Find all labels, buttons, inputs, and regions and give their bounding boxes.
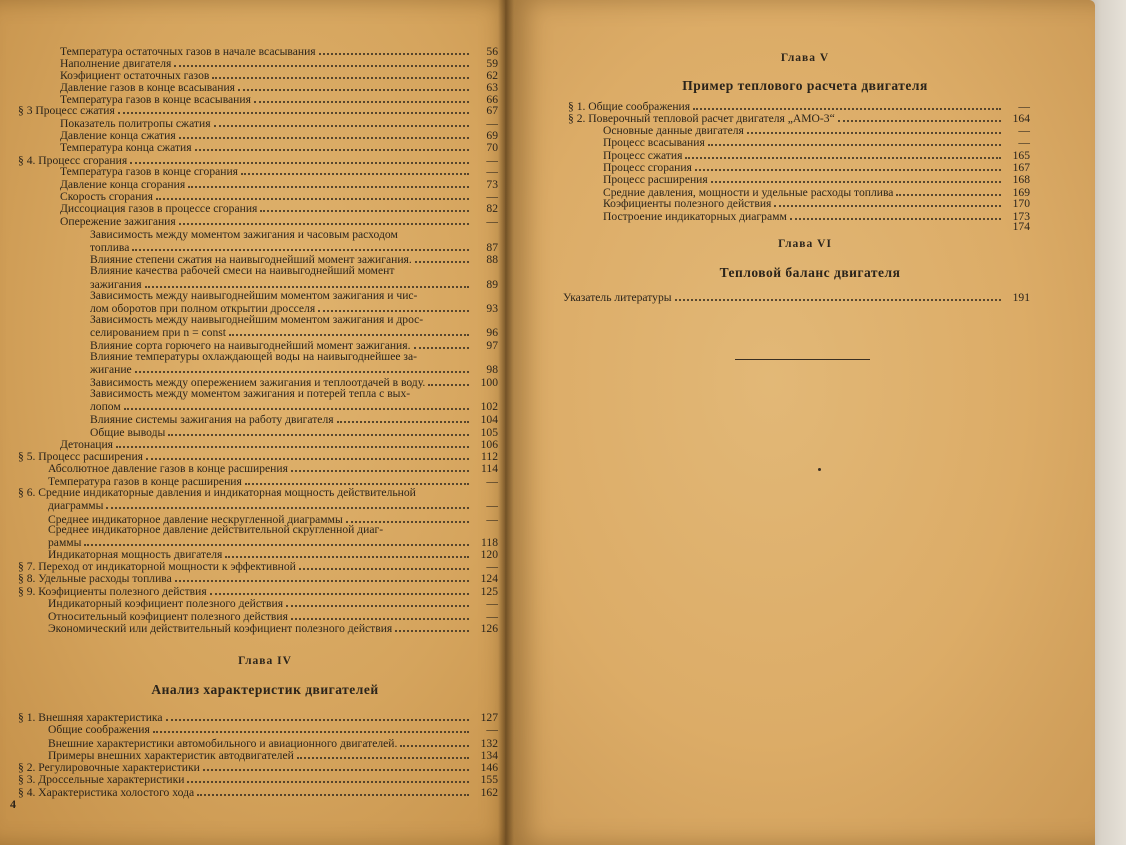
- toc-entry-page: 87: [486, 241, 498, 254]
- toc-entry-page: 63: [486, 81, 498, 94]
- toc-entry-text: Внешние характеристики автомобильного и авиационного двигателей.: [48, 737, 398, 750]
- toc-entry-text: § 4. Процесс сгорания: [18, 154, 128, 167]
- toc-entry-text: Влияние качества рабочей смеси на наивыгоднейший момент: [90, 264, 395, 277]
- toc-entry-text: § 8. Удельные расходы топлива: [18, 572, 172, 585]
- leader-dots: [747, 123, 1001, 134]
- toc-entry-page: 146: [480, 761, 498, 774]
- toc-entry-text: Температура остаточных газов в начале всасывания: [60, 45, 316, 58]
- toc-entry-page: 162: [480, 786, 498, 799]
- leader-dots: [106, 498, 469, 509]
- toc-entry-page: 96: [486, 326, 498, 339]
- toc-entry-text: Скорость сгорания: [60, 190, 153, 203]
- toc-entry-text: § 5. Процесс расширения: [18, 450, 143, 463]
- leader-dots: [146, 449, 469, 460]
- leader-dots: [413, 388, 469, 397]
- leader-dots: [415, 252, 469, 263]
- toc-entry-text: жигание: [90, 363, 132, 376]
- leader-dots: [319, 44, 469, 55]
- toc-entry-text: § 2. Поверочный тепловой расчет двигателя „АМО-3“: [568, 112, 835, 125]
- chapter-6-label: Глава VI: [778, 238, 832, 250]
- book-gutter: [498, 0, 514, 845]
- toc-entry-text: Процесс сжатия: [603, 149, 683, 162]
- leader-dots: [400, 736, 469, 747]
- leader-dots: [419, 487, 469, 496]
- toc-entry-text: Температура газов в конце расширения: [48, 475, 242, 488]
- toc-entry-text: Общие выводы: [90, 426, 166, 439]
- leader-dots: [401, 229, 469, 238]
- toc-entry-text: Опережение зажигания: [60, 215, 176, 228]
- toc-entry: [48, 498, 498, 512]
- chapter-4-title: Анализ характеристик двигателей: [151, 682, 379, 697]
- toc-entry-text: Диссоциация газов в процессе сгорания: [60, 202, 258, 215]
- toc-entry-text: Детонация: [60, 438, 113, 451]
- section-divider: [735, 359, 870, 360]
- toc-entry-page: —: [486, 560, 498, 573]
- toc-entry-text: Относительный коэфициент полезного действия: [48, 610, 288, 623]
- toc-entry: [60, 140, 498, 154]
- toc-entry-page: 124: [480, 572, 498, 585]
- toc-entry: [60, 214, 498, 228]
- toc-entry-page: 88: [486, 253, 498, 266]
- toc-entry-text: Примеры внешних характеристик автодвигателей: [48, 749, 294, 762]
- leader-dots: [212, 68, 469, 79]
- toc-entry-text: § 1. Внешняя характеристика: [18, 711, 163, 724]
- toc-entry-page: 120: [480, 548, 498, 561]
- page-number: 4: [10, 797, 16, 811]
- toc-entry-text: § 1. Общие соображения: [568, 100, 691, 113]
- toc-entry: [48, 621, 498, 635]
- toc-entry-page: —: [486, 513, 498, 526]
- toc-entry-text: Построение индикаторных диаграмм: [603, 210, 787, 223]
- toc-entry-text: Влияние степени сжатия на наивыгоднейший момент зажигания.: [90, 253, 412, 266]
- toc-entry-text: Индикаторный коэфициент полезного действия: [48, 597, 284, 610]
- leader-dots: [395, 621, 469, 632]
- toc-entry-text: Температура конца сжатия: [60, 141, 192, 154]
- toc-entry: [603, 196, 1030, 210]
- toc-entry-page: 105: [480, 426, 498, 439]
- toc-entry-page: 168: [1012, 173, 1030, 186]
- leader-dots: [166, 710, 469, 721]
- toc-entry-text: Абсолютное давление газов в конце расширения: [48, 462, 288, 475]
- toc-entry-text: Температура газов в конце всасывания: [60, 93, 251, 106]
- toc-entry-text: Зависимость между моментом зажигания и потерей тепла с вых-: [90, 387, 411, 400]
- leader-dots: [135, 362, 469, 373]
- toc-entry-text: Давление конца сжатия: [60, 129, 176, 142]
- leader-dots: [428, 375, 469, 386]
- toc-entry: [603, 220, 1030, 234]
- leader-dots: [708, 135, 1001, 146]
- leader-dots: [896, 185, 1001, 196]
- toc-entry-text: Наполнение двигателя: [60, 57, 172, 70]
- toc-entry-text: зажигания: [90, 278, 142, 291]
- toc-entry-page: —: [486, 154, 498, 167]
- toc-entry-text: § 4. Характеристика холостого хода: [18, 786, 195, 799]
- toc-entry: [18, 772, 498, 786]
- leader-dots: [124, 399, 469, 410]
- leader-dots: [175, 571, 469, 582]
- toc-entry-text: Показатель политропы сжатия: [60, 117, 211, 130]
- leader-dots: [195, 140, 469, 151]
- toc-entry-text: Средние давления, мощности и удельные расходы топлива: [603, 186, 894, 199]
- toc-entry: [60, 201, 498, 215]
- leader-dots: [84, 535, 469, 546]
- leader-dots: [318, 301, 469, 312]
- toc-entry-text: Зависимость между опережением зажигания и теплоотдачей в воду.: [90, 376, 426, 389]
- toc-entry-text: Индикаторная мощность двигателя: [48, 548, 223, 561]
- leader-dots: [420, 290, 469, 299]
- toc-entry-page: 169: [1012, 186, 1030, 199]
- toc-entry-page: —: [486, 475, 498, 488]
- toc-entry: [90, 412, 498, 426]
- leader-dots: [197, 785, 469, 796]
- toc-entry-page: —: [486, 610, 498, 623]
- toc-entry-page: 167: [1012, 161, 1030, 174]
- toc-entry-page: 93: [486, 302, 498, 315]
- leader-dots: [188, 177, 469, 188]
- leader-dots: [210, 584, 469, 595]
- toc-entry-page: —: [486, 190, 498, 203]
- toc-entry-page: 102: [480, 400, 498, 413]
- toc-entry-page: 66: [486, 93, 498, 106]
- toc-entry-text: Давление конца сгорания: [60, 178, 186, 191]
- toc-entry-page: 114: [481, 462, 498, 475]
- toc-entry-text: Давление газов в конце всасывания: [60, 81, 235, 94]
- toc-entry-page: 82: [486, 202, 498, 215]
- toc-entry-page: 164: [1012, 112, 1030, 125]
- leader-dots: [153, 722, 469, 733]
- toc-entry-text: лопом: [90, 400, 121, 413]
- toc-entry-page: 126: [480, 622, 498, 635]
- leader-dots: [254, 92, 469, 103]
- toc-entry-page: 59: [486, 57, 498, 70]
- toc-entry-page: 125: [480, 585, 498, 598]
- leader-dots: [337, 412, 469, 423]
- leader-dots: [229, 325, 469, 336]
- leader-dots: [299, 559, 469, 570]
- leader-dots: [675, 290, 1001, 301]
- toc-entry-text: Зависимость между наивыгоднейшим моментом зажигания и дрос-: [90, 313, 424, 326]
- toc-entry-text: Влияние температуры охлаждающей воды на наивыгоднейшее за-: [90, 350, 417, 363]
- toc-entry: [90, 399, 498, 413]
- toc-entry-page: 56: [486, 45, 498, 58]
- toc-entry-page: 173: [1012, 210, 1030, 223]
- toc-entry-text: Зависимость между моментом зажигания и часовым расходом: [90, 228, 398, 241]
- leader-dots: [838, 111, 1001, 122]
- toc-entry: [90, 362, 498, 376]
- toc-entry-page: 70: [486, 141, 498, 154]
- toc-entry-text: Экономический или действительный коэфициент полезного действия: [48, 622, 393, 635]
- leader-dots: [238, 80, 469, 91]
- leader-dots: [241, 164, 469, 175]
- leader-dots: [711, 172, 1001, 183]
- toc-entry-page: 97: [486, 339, 498, 352]
- leader-dots: [145, 277, 469, 288]
- leader-dots: [346, 512, 469, 523]
- toc-entry-page: 67: [486, 104, 498, 117]
- toc-entry-page: 127: [480, 711, 498, 724]
- leader-dots: [260, 201, 469, 212]
- toc-entry-text: Процесс сгорания: [603, 161, 692, 174]
- toc-entry-text: Среднее индикаторное давление действительной скругленной диаг-: [48, 523, 384, 536]
- toc-entry-text: Влияние сорта горючего на наивыгоднейший момент зажигания.: [90, 339, 411, 352]
- leader-dots: [179, 128, 469, 139]
- leader-dots: [130, 153, 469, 164]
- toc-entry: [18, 571, 498, 585]
- leader-dots: [297, 748, 469, 759]
- toc-entry-page: —: [1018, 124, 1030, 137]
- toc-entry-text: Процесс всасывания: [603, 136, 705, 149]
- toc-entry: [18, 103, 498, 117]
- toc-entry-text: Зависимость между наивыгоднейшим моментом зажигания и чис-: [90, 289, 418, 302]
- leader-dots: [116, 437, 469, 448]
- leader-dots: [426, 314, 469, 323]
- leader-dots: [774, 196, 1001, 207]
- toc-entry-page: 106: [480, 438, 498, 451]
- toc-entry-text: § 9. Коэфициенты полезного действия: [18, 585, 207, 598]
- leader-dots: [606, 221, 1001, 230]
- toc-entry-page: 132: [480, 737, 498, 750]
- toc-entry-text: раммы: [48, 536, 82, 549]
- toc-entry-text: § 7. Переход от индикаторной мощности к эффективной: [18, 560, 296, 573]
- leader-dots: [225, 547, 469, 558]
- toc-entry-page: —: [1018, 100, 1030, 113]
- leader-dots: [187, 772, 469, 783]
- toc-entry-text: диаграммы: [48, 499, 104, 512]
- toc-entry-text: селированием при n = const: [90, 326, 226, 339]
- toc-entry-text: лом оборотов при полном открытии дросселя: [90, 302, 316, 315]
- toc-entry: [60, 164, 498, 178]
- toc-entry-page: 118: [481, 536, 498, 549]
- toc-entry-page: 98: [486, 363, 498, 376]
- leader-dots: [790, 209, 1001, 220]
- leader-dots: [286, 596, 469, 607]
- leader-dots: [420, 351, 469, 360]
- toc-entry-text: Среднее индикаторное давление нескругленной диаграммы: [48, 513, 343, 526]
- toc-entry-page: —: [486, 165, 498, 178]
- leader-dots: [685, 148, 1001, 159]
- leader-dots: [245, 474, 469, 485]
- toc-entry-page: 100: [480, 376, 498, 389]
- toc-entry: [90, 325, 498, 339]
- toc-entry-page: 73: [486, 178, 498, 191]
- toc-entry-page: 134: [480, 749, 498, 762]
- leader-dots: [203, 760, 469, 771]
- toc-entry: [48, 461, 498, 475]
- toc-entry: [48, 722, 498, 736]
- toc-entry-text: топлива: [90, 241, 130, 254]
- toc-entry-page: —: [486, 597, 498, 610]
- leader-dots: [397, 265, 469, 274]
- leader-dots: [386, 524, 469, 533]
- toc-entry-page: 62: [486, 69, 498, 82]
- leader-dots: [693, 99, 1001, 110]
- leader-dots: [174, 56, 469, 67]
- toc-entry-text: Коэфициенты полезного действия: [603, 197, 772, 210]
- toc-entry-page: 89: [486, 278, 498, 291]
- toc-entry-text: Основные данные двигателя: [603, 124, 744, 137]
- toc-entry: [48, 596, 498, 610]
- chapter-4-label: Глава IV: [238, 655, 292, 667]
- toc-entry: [603, 135, 1030, 149]
- toc-entry-page: —: [1018, 136, 1030, 149]
- toc-entry-page: 174: [1012, 220, 1030, 233]
- leader-dots: [291, 461, 469, 472]
- leader-dots: [168, 425, 469, 436]
- toc-entry-text: Влияние системы зажигания на работу двигателя: [90, 413, 334, 426]
- toc-entry-text: Коэфициент остаточных газов: [60, 69, 210, 82]
- toc-entry-page: 69: [486, 129, 498, 142]
- toc-entry-text: Указатель литературы: [563, 291, 672, 304]
- leader-dots: [118, 103, 469, 114]
- toc-entry-page: 170: [1012, 197, 1030, 210]
- leader-dots: [695, 160, 1001, 171]
- toc-entry-text: § 2. Регулировочные характеристики: [18, 761, 200, 774]
- toc-entry-page: 112: [481, 450, 498, 463]
- leader-dots: [179, 214, 469, 225]
- toc-entry-text: Общие соображения: [48, 723, 150, 736]
- chapter-5-title: Пример теплового расчета двигателя: [682, 78, 928, 93]
- toc-entry-text: § 6. Средние индикаторные давления и индикаторная мощность действительной: [18, 486, 416, 499]
- leader-dots: [132, 240, 469, 251]
- chapter-6-title: Тепловой баланс двигателя: [719, 265, 901, 280]
- toc-entry: [603, 172, 1030, 186]
- toc-entry-text: § 3. Дроссельные характеристики: [18, 773, 185, 786]
- leader-dots: [414, 338, 470, 349]
- leader-dots: [291, 609, 469, 620]
- paper-speck: [818, 468, 821, 471]
- toc-entry-page: 155: [480, 773, 498, 786]
- toc-entry-page: —: [486, 215, 498, 228]
- toc-entry-text: Процесс расширения: [603, 173, 708, 186]
- leader-dots: [156, 189, 469, 200]
- toc-entry-text: § 3 Процесс сжатия: [18, 104, 115, 117]
- toc-entry-page: 191: [1012, 291, 1030, 304]
- toc-entry-page: 104: [480, 413, 498, 426]
- toc-entry: [90, 264, 498, 278]
- leader-dots: [214, 116, 469, 127]
- toc-entry-page: —: [486, 723, 498, 736]
- toc-entry-references: [563, 290, 1030, 304]
- toc-entry-page: —: [486, 499, 498, 512]
- chapter-5-label: Глава V: [780, 52, 830, 64]
- toc-entry: [18, 785, 498, 799]
- toc-entry-page: 165: [1012, 149, 1030, 162]
- toc-entry-text: Температура газов в конце сгорания: [60, 165, 239, 178]
- toc-entry-page: —: [486, 117, 498, 130]
